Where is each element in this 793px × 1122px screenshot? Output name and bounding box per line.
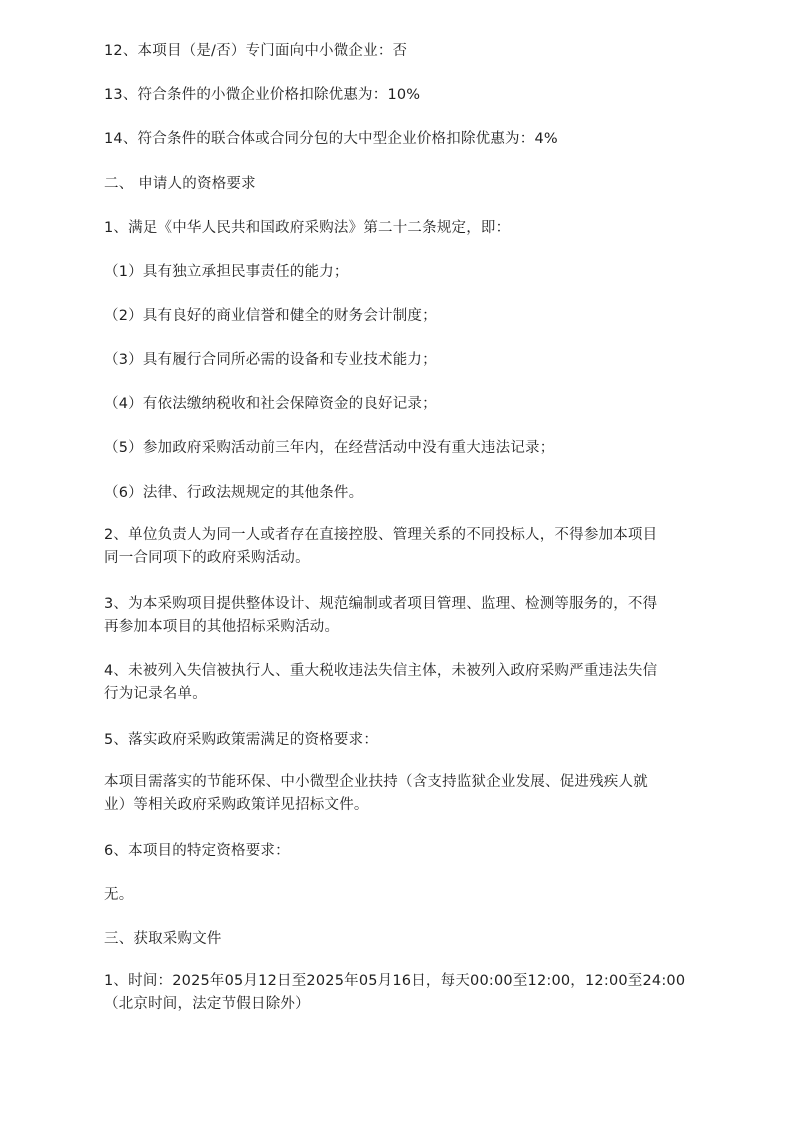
acquisition-time-line-1: 1、时间：2025年05月12日至2025年05月16日，每天00:00至12:00，12:00至24:00 [104, 973, 686, 989]
requirement-5-detail-line-2: 业）等相关政府采购政策详见招标文件。 [104, 797, 369, 813]
requirement-3-line-2: 再参加本项目的其他招标采购活动。 [104, 619, 340, 635]
section-heading-2: 二、 申请人的资格要求 [104, 176, 256, 192]
item-12: 12、本项目（是/否）专门面向中小微企业：否 [104, 43, 408, 59]
acquisition-time [104, 970, 694, 1016]
requirement-6: 6、本项目的特定资格要求： [104, 843, 290, 859]
requirement-4-line-2: 行为记录名单。 [104, 686, 207, 702]
requirement-1-sub-4: （4）有依法缴纳税收和社会保障资金的良好记录； [104, 396, 437, 412]
item-13: 13、符合条件的小微企业价格扣除优惠为：10% [104, 87, 421, 103]
requirement-1-sub-2: （2）具有良好的商业信誉和健全的财务会计制度； [104, 308, 437, 324]
requirement-1-sub-6: （6）法律、行政法规规定的其他条件。 [104, 485, 364, 501]
requirement-4 [104, 660, 694, 706]
requirement-1-sub-5: （5）参加政府采购活动前三年内，在经营活动中没有重大违法记录； [104, 440, 555, 456]
requirement-1-sub-3: （3）具有履行合同所必需的设备和专业技术能力； [104, 352, 437, 368]
requirement-6-detail: 无。 [104, 887, 134, 903]
requirement-5-detail [104, 771, 694, 817]
requirement-5-detail-line-1: 本项目需落实的节能环保、中小微型企业扶持（含支持监狱企业发展、促进残疾人就 [104, 774, 648, 790]
item-14: 14、符合条件的联合体或合同分包的大中型企业价格扣除优惠为：4% [104, 131, 558, 147]
requirement-3-line-1: 3、为本采购项目提供整体设计、规范编制或者项目管理、监理、检测等服务的，不得 [104, 596, 658, 612]
requirement-1: 1、满足《中华人民共和国政府采购法》第二十二条规定，即： [104, 220, 511, 236]
requirement-1-sub-1: （1）具有独立承担民事责任的能力； [104, 264, 349, 280]
acquisition-time-line-2: （北京时间，法定节假日除外） [104, 996, 310, 1012]
requirement-3 [104, 593, 694, 639]
requirement-5: 5、落实政府采购政策需满足的资格要求： [104, 732, 379, 748]
requirement-2 [104, 524, 694, 570]
section-heading-3: 三、获取采购文件 [104, 931, 222, 947]
requirement-2-line-1: 2、单位负责人为同一人或者存在直接控股、管理关系的不同投标人，不得参加本项目 [104, 527, 658, 543]
requirement-4-line-1: 4、未被列入失信被执行人、重大税收违法失信主体，未被列入政府采购严重违法失信 [104, 663, 658, 679]
requirement-2-line-2: 同一合同项下的政府采购活动。 [104, 550, 310, 566]
